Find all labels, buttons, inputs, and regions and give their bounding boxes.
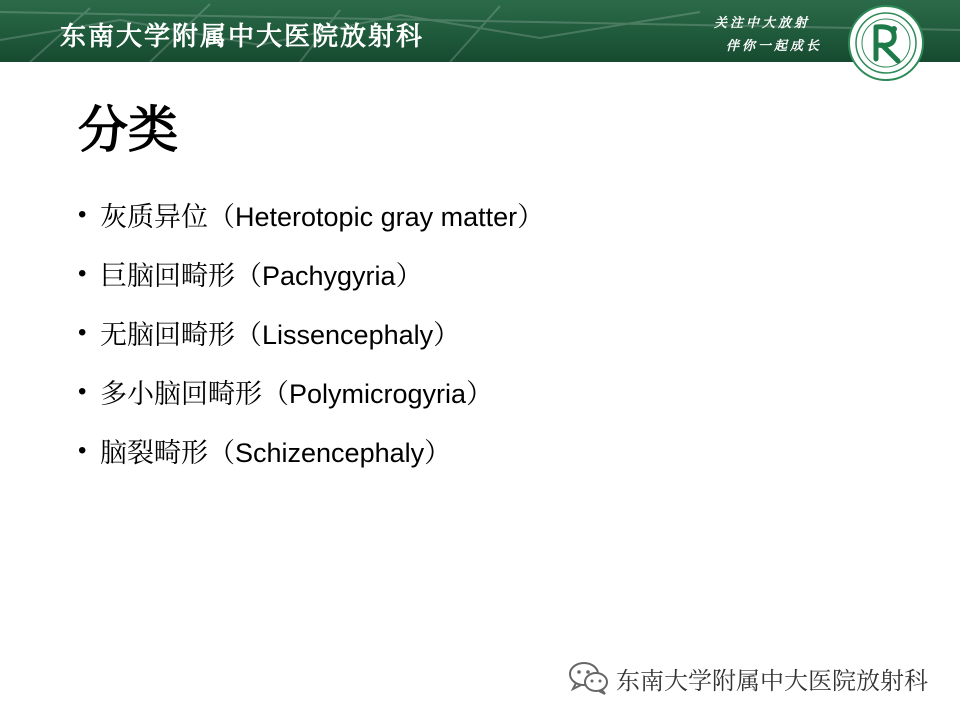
bullet-item	[78, 421, 544, 480]
bullet-item	[78, 244, 544, 303]
header-slogan-line1: 关注中大放射	[713, 16, 810, 31]
bullet-dot: •	[78, 200, 87, 228]
bullet-dot: •	[78, 377, 87, 405]
bullet-text: 巨脑回畸形（Pachygyria）	[100, 261, 423, 291]
bullet-dot: •	[78, 259, 87, 287]
hospital-radiology-logo-icon	[848, 5, 928, 85]
header-title: 东南大学附属中大医院放射科	[60, 22, 425, 52]
bullet-text: 多小脑回畸形（Polymicrogyria）	[100, 379, 494, 409]
bullet-item	[78, 362, 544, 421]
bullet-text: 脑裂畸形（Schizencephaly）	[100, 438, 452, 468]
bullet-item	[78, 303, 544, 362]
footer-watermark	[568, 660, 928, 696]
footer-text: 东南大学附属中大医院放射科	[616, 666, 928, 695]
slide-title: 分类	[78, 101, 178, 159]
bullet-dot: •	[78, 436, 87, 464]
bullet-text: 无脑回畸形（Lissencephaly）	[100, 320, 461, 350]
header-bar	[0, 0, 960, 62]
bullet-text: 灰质异位（Heterotopic gray matter）	[100, 202, 545, 232]
bullet-item	[78, 185, 544, 244]
wechat-icon	[568, 660, 610, 696]
bullet-list	[78, 185, 544, 480]
header-slogan-line2: 伴你一起成长	[725, 39, 822, 54]
bullet-dot: •	[78, 318, 87, 346]
